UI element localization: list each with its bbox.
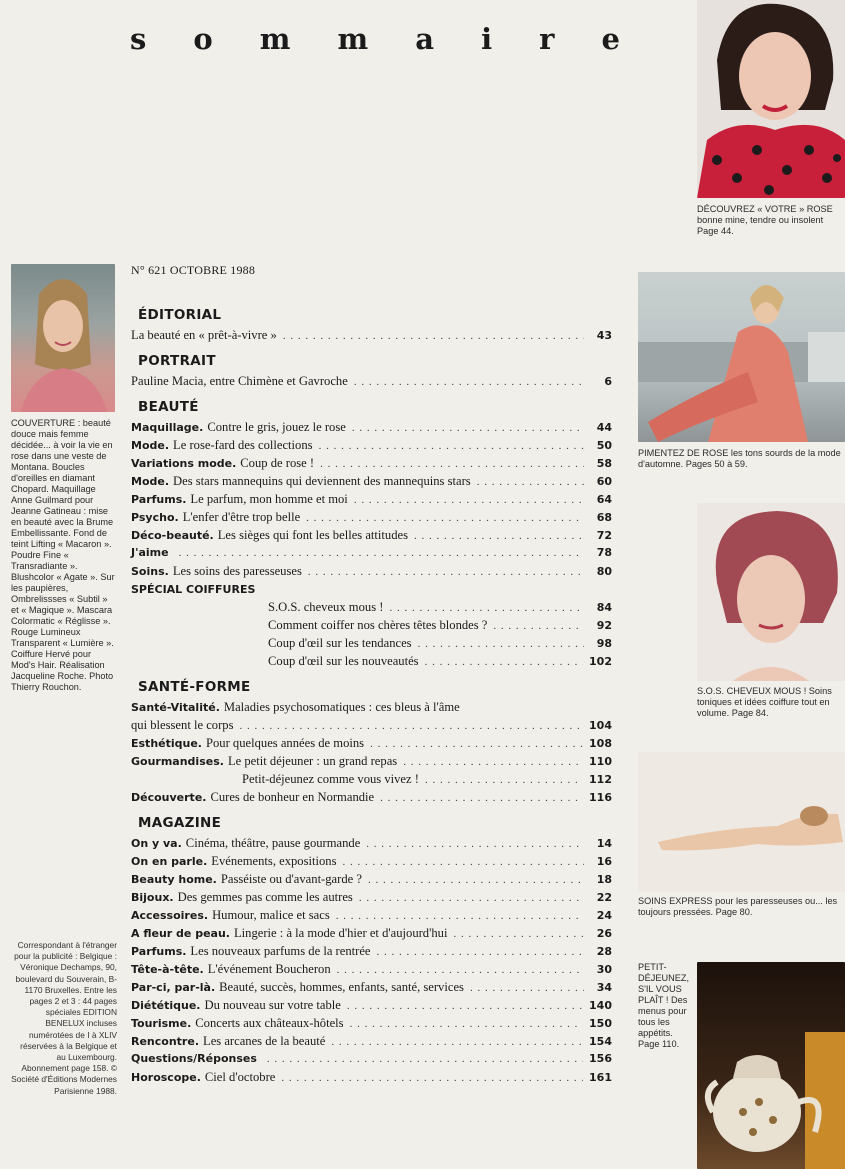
toc-page: 112 xyxy=(589,773,612,786)
title-letter: m xyxy=(337,22,369,56)
toc-label: Psycho. xyxy=(131,511,179,524)
issue-number: N° 621 OCTOBRE 1988 xyxy=(131,263,256,277)
toc-text: Maladies psychosomatiques : ces bleus à l'âme xyxy=(223,700,460,714)
toc-text: Cinéma, théâtre, pause gourmande xyxy=(185,836,361,850)
toc-row[interactable] xyxy=(131,752,612,770)
toc-label: Mode. xyxy=(131,439,170,452)
toc-row[interactable] xyxy=(131,960,612,978)
toc-page: 150 xyxy=(589,1017,612,1030)
toc-label: On y va. xyxy=(131,837,182,850)
photo-curly-hair xyxy=(697,503,845,681)
toc-row[interactable] xyxy=(131,372,612,390)
toc-page: 104 xyxy=(589,719,612,732)
toc-text: Pour quelques années de moins xyxy=(205,736,365,750)
toc-text: S.O.S. cheveux mous ! xyxy=(268,600,384,614)
toc-text: L'enfer d'être trop belle xyxy=(182,510,301,524)
toc-page: 16 xyxy=(596,855,612,868)
toc-row[interactable] xyxy=(131,326,612,344)
leader-dots xyxy=(354,373,584,391)
section-title-beaute: BEAUTÉ xyxy=(138,399,199,415)
subsection-title-coiffures: SPÉCIAL COIFFURES xyxy=(131,583,256,596)
toc-label: Parfums. xyxy=(131,945,187,958)
leader-dots xyxy=(366,835,584,853)
table-of-contents xyxy=(131,300,612,1086)
toc-label: On en parle. xyxy=(131,855,208,868)
toc-page: 60 xyxy=(596,475,612,488)
toc-page: 64 xyxy=(596,493,612,506)
leader-dots xyxy=(239,717,583,735)
toc-row[interactable] xyxy=(131,716,612,734)
toc-row[interactable] xyxy=(131,598,612,616)
toc-row[interactable] xyxy=(131,788,612,806)
toc-text: Les arcanes de la beauté xyxy=(203,1034,326,1048)
toc-page: 44 xyxy=(596,421,612,434)
toc-row[interactable] xyxy=(131,834,612,852)
toc-row[interactable] xyxy=(131,652,612,670)
toc-page: 68 xyxy=(596,511,612,524)
toc-label: Rencontre. xyxy=(131,1035,199,1048)
leader-dots xyxy=(347,997,583,1015)
toc-page: 140 xyxy=(589,999,612,1012)
toc-row[interactable] xyxy=(131,942,612,960)
leader-dots xyxy=(350,1015,583,1033)
toc-label: Découverte. xyxy=(131,791,207,804)
toc-page: 34 xyxy=(596,981,612,994)
leader-dots xyxy=(370,735,583,753)
leader-dots xyxy=(453,925,584,943)
toc-text: Le petit déjeuner : un grand repas xyxy=(227,754,398,768)
section-title-magazine: MAGAZINE xyxy=(138,815,222,831)
toc-page: 116 xyxy=(589,791,612,804)
toc-text: La beauté en « prêt-à-vivre » xyxy=(131,328,277,342)
toc-text: Contre le gris, jouez le rose xyxy=(207,420,346,434)
toc-label: Par-ci, par-là. xyxy=(131,981,216,994)
toc-page: 14 xyxy=(596,837,612,850)
toc-label: Bijoux. xyxy=(131,891,174,904)
caption-soins: SOINS EXPRESS pour les paresseuses ou... les toujours pressées. Page 80. xyxy=(638,896,838,917)
leader-dots xyxy=(377,943,584,961)
toc-label: Variations mode. xyxy=(131,457,237,470)
title-letter: o xyxy=(193,22,213,56)
toc-page: 43 xyxy=(596,329,612,342)
cover-photo xyxy=(11,264,115,412)
title-letter: s xyxy=(130,22,147,56)
section-title-portrait: PORTRAIT xyxy=(138,353,216,369)
toc-row[interactable] xyxy=(131,508,612,526)
leader-dots xyxy=(368,871,584,889)
leader-dots xyxy=(389,599,584,617)
toc-label: Santé-Vitalité. xyxy=(131,701,220,714)
toc-text: Petit-déjeunez comme vous vivez ! xyxy=(242,772,419,786)
title-letter: r xyxy=(539,22,555,56)
toc-text: Cures de bonheur en Normandie xyxy=(210,790,375,804)
leader-dots xyxy=(306,509,584,527)
toc-text: qui blessent le corps xyxy=(131,718,234,732)
leader-dots xyxy=(403,753,583,771)
toc-page: 98 xyxy=(596,637,612,650)
leader-dots xyxy=(425,771,583,789)
toc-page: 50 xyxy=(596,439,612,452)
section-title-editorial: ÉDITORIAL xyxy=(138,307,222,323)
toc-page: 26 xyxy=(596,927,612,940)
toc-page: 28 xyxy=(596,945,612,958)
caption-sos: S.O.S. CHEVEUX MOUS ! Soins toniques et idées coiffure tout en volume. Page 84. xyxy=(697,686,832,718)
caption-top-right: DÉCOUVREZ « VOTRE » ROSE bonne mine, tendre ou insolent Page 44. xyxy=(697,204,833,236)
leader-dots xyxy=(354,491,584,509)
toc-label: Soins. xyxy=(131,565,169,578)
toc-row[interactable] xyxy=(131,1068,612,1086)
leader-dots xyxy=(267,1050,583,1068)
photo-teapot xyxy=(697,962,845,1169)
toc-label: Tourisme. xyxy=(131,1017,192,1030)
photo-rose-coat xyxy=(638,272,845,442)
toc-text: Les sièges qui font les belles attitudes xyxy=(217,528,408,542)
toc-page: 72 xyxy=(596,529,612,542)
toc-row[interactable] xyxy=(131,526,612,544)
toc-row[interactable] xyxy=(131,924,612,942)
leader-dots xyxy=(308,563,584,581)
toc-row[interactable] xyxy=(131,418,612,436)
toc-text: Ciel d'octobre xyxy=(204,1070,276,1084)
leader-dots xyxy=(380,789,583,807)
toc-text: Les nouveaux parfums de la rentrée xyxy=(190,944,371,958)
leader-dots xyxy=(179,544,584,562)
toc-row[interactable] xyxy=(131,436,612,454)
toc-text: Concerts aux châteaux-hôtels xyxy=(195,1016,344,1030)
toc-label: Horoscope. xyxy=(131,1071,201,1084)
toc-label: Diététique. xyxy=(131,999,201,1012)
leader-dots xyxy=(283,327,584,345)
leader-dots xyxy=(414,527,584,545)
toc-label: Esthétique. xyxy=(131,737,202,750)
leader-dots xyxy=(477,473,584,491)
toc-text: Lingerie : à la mode d'hier et d'aujourd'hui xyxy=(233,926,448,940)
toc-row[interactable] xyxy=(131,996,612,1014)
toc-label: J'aime xyxy=(131,546,169,559)
section-title-sante: SANTÉ-FORME xyxy=(138,679,251,695)
toc-row[interactable] xyxy=(131,1050,612,1068)
leader-dots xyxy=(359,889,584,907)
leader-dots xyxy=(342,853,584,871)
publisher-smallprint: Correspondant à l'étranger pour la publicité : Belgique : Véronique Dechamps, 90, boulevard du Souverain, B-1170 Bruxelles. Entre les pages 2 et 3 : 44 pages spéciales EDITION BENELUX incluses numérotées de I à XLIV réservées à la Belgique et au Luxembourg. Abonnement page 158. © Société d'Éditions Modernes Parisienne 1988. xyxy=(11,940,117,1096)
toc-label: A fleur de peau. xyxy=(131,927,230,940)
toc-row[interactable] xyxy=(131,490,612,508)
toc-row[interactable] xyxy=(131,734,612,752)
toc-page: 18 xyxy=(596,873,612,886)
title-letter: i xyxy=(481,22,493,56)
toc-page: 108 xyxy=(589,737,612,750)
toc-page: 58 xyxy=(596,457,612,470)
toc-page: 110 xyxy=(589,755,612,768)
toc-row[interactable] xyxy=(131,634,612,652)
toc-row[interactable] xyxy=(131,888,612,906)
leader-dots xyxy=(319,437,584,455)
toc-page: 24 xyxy=(596,909,612,922)
leader-dots xyxy=(493,617,584,635)
toc-text: Des gemmes pas comme les autres xyxy=(177,890,353,904)
toc-page: 6 xyxy=(604,375,612,388)
toc-row[interactable] xyxy=(131,770,612,788)
toc-label: Beauty home. xyxy=(131,873,217,886)
toc-page: 156 xyxy=(589,1052,612,1065)
toc-label: Déco-beauté. xyxy=(131,529,214,542)
toc-label: Maquillage. xyxy=(131,421,204,434)
caption-petit-dejeuner: PETIT-DÉJEUNEZ, S'IL VOUS PLAÎT ! Des menus pour tous les appétits. Page 110. xyxy=(638,962,690,1049)
toc-row[interactable] xyxy=(131,454,612,472)
toc-text: L'événement Boucheron xyxy=(207,962,331,976)
toc-text: Le parfum, mon homme et moi xyxy=(190,492,348,506)
toc-label: Tête-à-tête. xyxy=(131,963,204,976)
toc-text: Des stars mannequins qui deviennent des mannequins stars xyxy=(173,474,471,488)
magazine-title xyxy=(130,22,620,56)
toc-row[interactable] xyxy=(131,978,612,996)
toc-text: Du nouveau sur votre table xyxy=(204,998,341,1012)
toc-row[interactable] xyxy=(131,616,612,634)
toc-text: Evénements, expositions xyxy=(211,854,337,868)
toc-text: Comment coiffer nos chères têtes blondes ? xyxy=(268,618,488,632)
photo-reclining xyxy=(638,752,845,892)
toc-row[interactable] xyxy=(131,472,612,490)
title-letter: a xyxy=(415,22,435,56)
toc-row[interactable] xyxy=(131,870,612,888)
leader-dots xyxy=(425,653,583,671)
toc-text: Humour, malice et sacs xyxy=(212,908,330,922)
toc-page: 80 xyxy=(596,565,612,578)
toc-row[interactable] xyxy=(131,1014,612,1032)
toc-row[interactable] xyxy=(131,562,612,580)
leader-dots xyxy=(337,961,584,979)
toc-text: Pauline Macia, entre Chimène et Gavroche xyxy=(131,374,348,388)
toc-row[interactable] xyxy=(131,906,612,924)
toc-text: Beauté, succès, hommes, enfants, santé, services xyxy=(219,980,464,994)
leader-dots xyxy=(470,979,584,997)
toc-page: 78 xyxy=(596,546,612,559)
toc-page: 102 xyxy=(589,655,612,668)
cover-caption: COUVERTURE : beauté douce mais femme décidée... à voir la vie en rose dans une veste de Montana. Boucles d'oreilles en diamant Chopard. Maquillage Anne Guilmard pour Jeanne Gatineau : mise en beauté avec la Brume Embellissante. Fond de teint Lifting « Macaron ». Poudre Fine « Transradiante ». Blushcolor « Agate ». Sur les paupières, Ombrelissses « Subtil » et « Magique ». Mascara Colormatic « Réglisse ». Rouge Lumineux Transparent « Lumière ». Coiffure Hervé pour Mod's Hair. Réalisation Jacqueline Roche. Photo Thierry Rouchon. xyxy=(11,418,115,692)
toc-row[interactable] xyxy=(131,544,612,562)
toc-label: Parfums. xyxy=(131,493,187,506)
title-letter: e xyxy=(601,22,620,56)
leader-dots xyxy=(418,635,584,653)
leader-dots xyxy=(352,419,584,437)
leader-dots xyxy=(336,907,584,925)
toc-row[interactable] xyxy=(131,698,612,716)
toc-text: Coup d'œil sur les nouveautés xyxy=(268,654,419,668)
toc-label: Questions/Réponses xyxy=(131,1052,257,1065)
caption-rose: PIMENTEZ DE ROSE les tons sourds de la mode d'automne. Pages 50 à 59. xyxy=(638,448,841,469)
toc-label: Gourmandises. xyxy=(131,755,224,768)
leader-dots xyxy=(320,455,584,473)
toc-page: 154 xyxy=(589,1035,612,1048)
leader-dots xyxy=(331,1033,583,1051)
toc-label: Accessoires. xyxy=(131,909,209,922)
toc-page: 161 xyxy=(589,1071,612,1084)
leader-dots xyxy=(281,1069,583,1087)
toc-text: Coup d'œil sur les tendances xyxy=(268,636,412,650)
toc-label: Mode. xyxy=(131,475,170,488)
toc-row[interactable] xyxy=(131,1032,612,1050)
toc-text: Le rose-fard des collections xyxy=(173,438,313,452)
toc-text: Coup de rose ! xyxy=(240,456,315,470)
toc-page: 22 xyxy=(596,891,612,904)
toc-page: 84 xyxy=(596,601,612,614)
toc-text: Passéiste ou d'avant-garde ? xyxy=(220,872,362,886)
toc-row[interactable] xyxy=(131,852,612,870)
toc-page: 30 xyxy=(596,963,612,976)
title-letter: m xyxy=(259,22,291,56)
photo-woman-polka xyxy=(697,0,845,198)
toc-page: 92 xyxy=(596,619,612,632)
toc-text: Les soins des paresseuses xyxy=(172,564,302,578)
